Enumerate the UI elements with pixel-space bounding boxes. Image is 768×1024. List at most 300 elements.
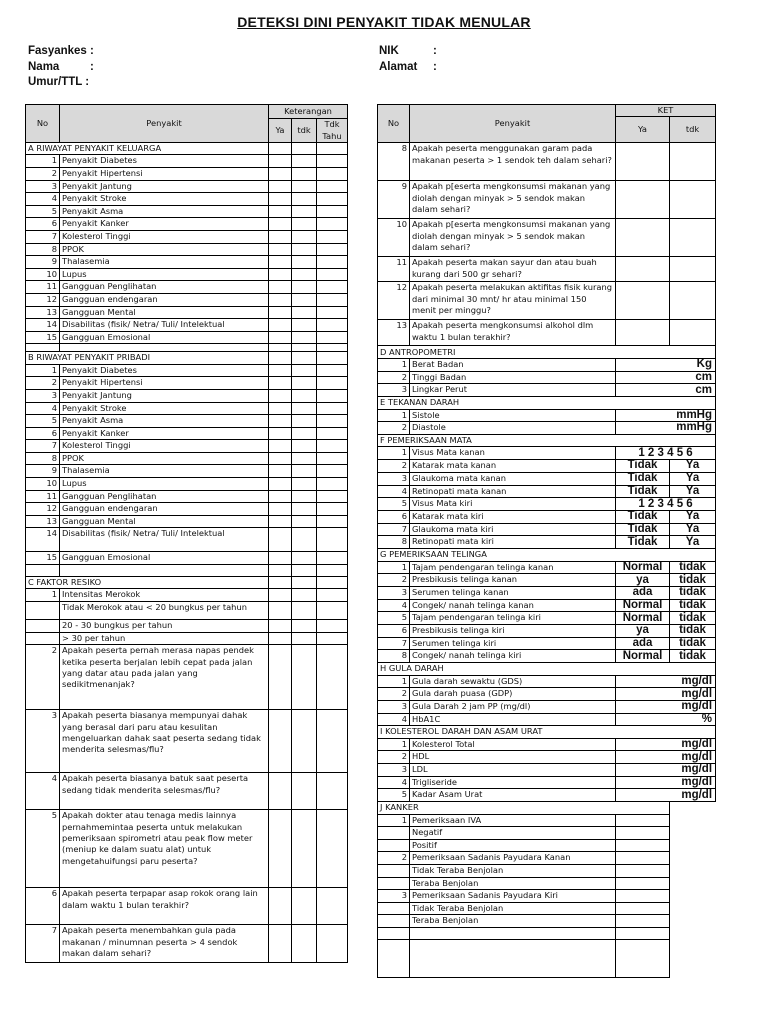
answer-cell[interactable] (292, 293, 317, 306)
answer-cell[interactable] (616, 219, 670, 257)
answer-cell[interactable] (317, 427, 348, 440)
choice-option-b[interactable]: Ya (670, 536, 716, 549)
left-header-row (26, 105, 348, 119)
answer-cell[interactable] (292, 620, 317, 632)
blank-cell (670, 902, 716, 915)
item-label: Penyakit Kanker (60, 218, 269, 231)
answer-cell[interactable] (292, 925, 317, 963)
item-number: 4 (378, 776, 410, 789)
table-row (26, 710, 348, 773)
answer-cell[interactable] (317, 168, 348, 181)
section-i-title: I KOLESTEROL DARAH DAN ASAM URAT (378, 726, 716, 739)
item-label: Visus Mata kanan (410, 447, 616, 460)
item-label: Serumen telinga kiri (410, 637, 616, 650)
answer-cell[interactable] (317, 415, 348, 428)
answer-cell[interactable] (292, 389, 317, 402)
item-label: Penyakit Jantung (60, 389, 269, 402)
answer-cell[interactable] (269, 415, 292, 428)
answer-cell[interactable] (292, 773, 317, 810)
answer-cell[interactable] (292, 710, 317, 773)
item-number: 4 (378, 713, 410, 726)
answer-cell[interactable] (269, 319, 292, 332)
question-text: Apakah peserta mengkonsumsi alkohol dlm waktu 1 bulan terakhir? (410, 320, 616, 346)
item-label: Gangguan Emosional (60, 552, 269, 565)
table-row (26, 632, 348, 644)
item-number: 2 (378, 422, 410, 435)
unit-value-cell[interactable]: mg/dl (616, 688, 716, 701)
choice-option-b[interactable]: Ya (670, 510, 716, 523)
answer-cell[interactable] (292, 256, 317, 269)
choice-option-a[interactable]: ada (616, 637, 670, 650)
answer-cell[interactable] (269, 256, 292, 269)
answer-cell[interactable] (292, 632, 317, 644)
answer-cell[interactable] (317, 243, 348, 256)
answer-cell[interactable] (269, 143, 292, 155)
answer-cell[interactable] (616, 181, 670, 219)
answer-cell[interactable] (317, 205, 348, 218)
table-row (378, 864, 716, 877)
answer-cell[interactable] (317, 602, 348, 620)
answer-cell[interactable] (269, 281, 292, 294)
answer-cell[interactable] (269, 490, 292, 503)
table-row (26, 281, 348, 294)
choice-option-a[interactable]: Normal (616, 599, 670, 612)
choice-option-b[interactable]: tidak (670, 574, 716, 587)
answer-cell[interactable] (269, 589, 292, 602)
answer-cell[interactable] (616, 902, 670, 915)
choice-option-a[interactable]: Normal (616, 650, 670, 663)
answer-cell[interactable] (269, 168, 292, 181)
answer-cell[interactable] (317, 503, 348, 516)
answer-cell[interactable] (317, 632, 348, 644)
table-row (26, 528, 348, 552)
answer-cell[interactable] (292, 352, 317, 364)
table-row (26, 552, 348, 565)
answer-cell[interactable] (317, 925, 348, 963)
answer-cell[interactable] (292, 465, 317, 478)
choice-option-b[interactable]: Ya (670, 460, 716, 473)
alamat-colon: : (433, 60, 437, 73)
answer-cell[interactable] (317, 810, 348, 888)
answer-cell[interactable] (317, 577, 348, 589)
choice-option-b[interactable]: Ya (670, 472, 716, 485)
answer-cell[interactable] (269, 306, 292, 319)
answer-cell[interactable] (269, 810, 292, 888)
answer-cell[interactable] (292, 205, 317, 218)
answer-cell[interactable] (292, 377, 317, 390)
item-number: 6 (26, 888, 60, 925)
answer-cell[interactable] (269, 180, 292, 193)
item-number: 6 (378, 510, 410, 523)
table-row (378, 536, 716, 549)
nik-label: NIK (379, 45, 399, 57)
item-number (378, 839, 410, 852)
choice-option-a[interactable]: Normal (616, 612, 670, 625)
left-table (25, 104, 348, 963)
answer-cell[interactable] (292, 415, 317, 428)
answer-cell[interactable] (292, 440, 317, 453)
item-number: 2 (378, 371, 410, 384)
answer-cell[interactable] (317, 389, 348, 402)
answer-cell[interactable] (292, 515, 317, 528)
item-label: Gangguan Mental (60, 306, 269, 319)
answer-cell[interactable] (292, 364, 317, 377)
item-label: HDL (410, 751, 616, 764)
nama-colon: : (90, 60, 94, 73)
answer-cell[interactable] (292, 602, 317, 620)
table-row (26, 230, 348, 243)
answer-cell[interactable] (292, 168, 317, 181)
answer-cell[interactable] (269, 427, 292, 440)
answer-cell[interactable] (269, 888, 292, 925)
item-number: 9 (378, 181, 410, 219)
answer-cell[interactable] (317, 377, 348, 390)
choice-option-a[interactable]: Tidak (616, 472, 670, 485)
choice-option-a[interactable]: Tidak (616, 510, 670, 523)
answer-cell[interactable] (292, 243, 317, 256)
choice-option-a[interactable]: Tidak (616, 460, 670, 473)
table-row (26, 319, 348, 332)
table-row (26, 565, 348, 577)
answer-cell[interactable] (269, 528, 292, 552)
item-label: Congek/ nanah telinga kiri (410, 650, 616, 663)
table-row (378, 523, 716, 536)
item-label: Diastole (410, 422, 616, 435)
answer-cell[interactable] (269, 478, 292, 491)
answer-cell[interactable] (269, 155, 292, 168)
choice-option-a[interactable]: ya (616, 574, 670, 587)
answer-cell[interactable] (292, 478, 317, 491)
table-row (378, 776, 716, 789)
answer-cell[interactable] (317, 364, 348, 377)
item-number: 1 (26, 155, 60, 168)
answer-cell[interactable] (317, 465, 348, 478)
item-number: 9 (26, 465, 60, 478)
unit-value-cell[interactable]: % (616, 713, 716, 726)
unit-value-cell[interactable]: Kg (616, 359, 716, 372)
answer-cell[interactable] (317, 319, 348, 332)
item-number: 2 (378, 852, 410, 865)
table-row (26, 773, 348, 810)
table-row (378, 612, 716, 625)
item-number: 3 (378, 587, 410, 600)
unit-value-cell[interactable]: cm (616, 371, 716, 384)
item-number: 3 (378, 384, 410, 397)
answer-cell[interactable] (317, 452, 348, 465)
answer-cell[interactable] (616, 877, 670, 890)
choice-option-b[interactable]: tidak (670, 637, 716, 650)
table-row (378, 738, 716, 751)
table-row (378, 927, 716, 940)
table-row (378, 498, 716, 511)
choice-option-b[interactable]: Ya (670, 523, 716, 536)
answer-cell[interactable] (292, 180, 317, 193)
fasyankes-label: Fasyankes : (28, 45, 94, 57)
item-number: 2 (378, 574, 410, 587)
answer-cell[interactable] (292, 427, 317, 440)
choice-option-a[interactable]: ada (616, 587, 670, 600)
answer-cell[interactable] (269, 552, 292, 565)
choice-option-b[interactable]: Ya (670, 485, 716, 498)
table-row (26, 256, 348, 269)
answer-cell[interactable] (317, 620, 348, 632)
choice-option-b[interactable]: tidak (670, 650, 716, 663)
spacer-cell (26, 565, 60, 577)
table-row (378, 384, 716, 397)
item-label: Negatif (410, 827, 616, 840)
answer-cell[interactable] (317, 230, 348, 243)
spacer-cell (410, 927, 616, 940)
item-number: 3 (378, 472, 410, 485)
unit-value-cell[interactable]: mg/dl (616, 751, 716, 764)
answer-cell[interactable] (317, 515, 348, 528)
section-a-title: A RIWAYAT PENYAKIT KELUARGA (26, 143, 269, 155)
choice-option-b[interactable]: tidak (670, 612, 716, 625)
item-number: 11 (26, 281, 60, 294)
answer-cell[interactable] (317, 293, 348, 306)
table-row (378, 320, 716, 346)
item-number: 3 (26, 710, 60, 773)
item-number: 3 (26, 180, 60, 193)
answer-cell[interactable] (269, 515, 292, 528)
answer-cell[interactable] (616, 839, 670, 852)
answer-cell[interactable] (670, 257, 716, 282)
choice-option-b[interactable]: tidak (670, 599, 716, 612)
answer-cell[interactable] (317, 402, 348, 415)
choice-option-a[interactable]: Tidak (616, 485, 670, 498)
answer-cell[interactable] (269, 402, 292, 415)
item-number (378, 827, 410, 840)
item-number: 3 (378, 890, 410, 903)
table-row (378, 902, 716, 915)
answer-cell[interactable] (317, 218, 348, 231)
table-row (26, 620, 348, 632)
answer-cell[interactable] (317, 352, 348, 364)
answer-cell[interactable] (317, 268, 348, 281)
answer-cell[interactable] (292, 143, 317, 155)
item-label: Positif (410, 839, 616, 852)
answer-cell[interactable] (616, 282, 670, 320)
answer-cell[interactable] (317, 306, 348, 319)
choice-option-a[interactable]: ya (616, 625, 670, 638)
answer-cell[interactable] (317, 888, 348, 925)
choice-option-b[interactable]: tidak (670, 561, 716, 574)
table-row (26, 243, 348, 256)
answer-cell[interactable] (292, 268, 317, 281)
section-e-title: E TEKANAN DARAH (378, 396, 716, 409)
answer-cell[interactable] (317, 645, 348, 710)
answer-cell[interactable] (317, 773, 348, 810)
answer-cell[interactable] (292, 452, 317, 465)
answer-cell[interactable] (292, 218, 317, 231)
answer-cell[interactable] (269, 465, 292, 478)
answer-cell[interactable] (292, 577, 317, 589)
item-label: Visus Mata kiri (410, 498, 616, 511)
answer-cell[interactable] (317, 478, 348, 491)
item-number: 2 (26, 645, 60, 710)
patient-header-left (28, 45, 94, 92)
answer-cell[interactable] (269, 352, 292, 364)
answer-cell[interactable] (616, 827, 670, 840)
answer-cell[interactable] (292, 281, 317, 294)
visus-scale[interactable]: 1 2 3 4 5 6 (616, 498, 716, 511)
answer-cell[interactable] (292, 589, 317, 602)
answer-cell[interactable] (292, 230, 317, 243)
answer-cell[interactable] (317, 155, 348, 168)
answer-cell[interactable] (269, 645, 292, 710)
answer-cell[interactable] (317, 490, 348, 503)
item-label: Teraba Benjolan (410, 877, 616, 890)
answer-cell[interactable] (616, 320, 670, 346)
answer-cell[interactable] (292, 319, 317, 332)
item-label: Gangguan Penglihatan (60, 281, 269, 294)
answer-cell[interactable] (616, 143, 670, 181)
answer-cell[interactable] (269, 389, 292, 402)
table-row (378, 574, 716, 587)
unit-value-cell[interactable]: mg/dl (616, 764, 716, 777)
answer-cell[interactable] (616, 915, 670, 928)
answer-cell[interactable] (670, 320, 716, 346)
answer-cell[interactable] (269, 503, 292, 516)
unit-value-cell[interactable]: mg/dl (616, 776, 716, 789)
table-row (26, 268, 348, 281)
answer-cell[interactable] (269, 710, 292, 773)
answer-cell[interactable] (292, 528, 317, 552)
item-label: Pemeriksaan Sadanis Payudara Kanan (410, 852, 616, 865)
unit-value-cell[interactable]: mg/dl (616, 789, 716, 802)
spacer-cell (292, 344, 317, 352)
answer-cell[interactable] (292, 331, 317, 344)
item-label: Penyakit Hipertensi (60, 168, 269, 181)
answer-cell[interactable] (269, 293, 292, 306)
answer-cell[interactable] (292, 810, 317, 888)
answer-cell[interactable] (269, 440, 292, 453)
item-number: 6 (26, 218, 60, 231)
item-number: 8 (26, 452, 60, 465)
spacer-cell (269, 565, 292, 577)
item-label: Pemeriksaan Sadanis Payudara Kiri (410, 890, 616, 903)
table-row (378, 485, 716, 498)
answer-cell[interactable] (269, 364, 292, 377)
answer-cell[interactable] (616, 864, 670, 877)
item-number: 4 (26, 402, 60, 415)
unit-value-cell[interactable]: mmHg (616, 422, 716, 435)
item-label: Retinopati mata kanan (410, 485, 616, 498)
answer-cell[interactable] (670, 181, 716, 219)
item-number: 2 (26, 377, 60, 390)
choice-option-a[interactable]: Tidak (616, 536, 670, 549)
unit-value-cell[interactable]: mg/dl (616, 701, 716, 714)
table-row (378, 359, 716, 372)
table-row (26, 589, 348, 602)
answer-cell[interactable] (269, 205, 292, 218)
spacer-cell (60, 344, 269, 352)
table-row (378, 422, 716, 435)
item-number: 2 (378, 688, 410, 701)
answer-cell[interactable] (317, 440, 348, 453)
answer-cell[interactable] (317, 143, 348, 155)
unit-value-cell[interactable]: cm (616, 384, 716, 397)
blank-cell (670, 877, 716, 890)
answer-cell[interactable] (292, 552, 317, 565)
item-number: 1 (26, 589, 60, 602)
choice-option-b[interactable]: tidak (670, 587, 716, 600)
unit-value-cell[interactable]: mg/dl (616, 738, 716, 751)
answer-cell[interactable] (292, 193, 317, 206)
answer-cell[interactable] (269, 268, 292, 281)
answer-cell[interactable] (269, 632, 292, 644)
answer-cell[interactable] (317, 281, 348, 294)
item-number: 4 (26, 193, 60, 206)
answer-cell[interactable] (616, 852, 670, 865)
answer-cell[interactable] (317, 193, 348, 206)
answer-cell[interactable] (292, 155, 317, 168)
answer-cell[interactable] (269, 218, 292, 231)
answer-cell[interactable] (269, 773, 292, 810)
answer-cell[interactable] (317, 589, 348, 602)
item-number: 13 (26, 306, 60, 319)
table-row (26, 478, 348, 491)
item-label: Lupus (60, 478, 269, 491)
answer-cell[interactable] (292, 402, 317, 415)
col-header-no: No (378, 105, 410, 143)
answer-cell[interactable] (317, 331, 348, 344)
unit-value-cell[interactable]: mg/dl (616, 675, 716, 688)
answer-cell[interactable] (269, 602, 292, 620)
answer-cell[interactable] (670, 219, 716, 257)
answer-cell[interactable] (616, 257, 670, 282)
table-row (378, 396, 716, 409)
answer-cell[interactable] (292, 888, 317, 925)
answer-cell[interactable] (292, 645, 317, 710)
answer-cell[interactable] (269, 577, 292, 589)
answer-cell[interactable] (292, 490, 317, 503)
answer-cell[interactable] (317, 256, 348, 269)
answer-cell[interactable] (616, 814, 670, 827)
item-number: 12 (26, 293, 60, 306)
item-number: 3 (26, 389, 60, 402)
answer-cell[interactable] (292, 503, 317, 516)
answer-cell[interactable] (269, 925, 292, 963)
question-text: Apakah peserta biasanya batuk saat peserta sedang tidak menderita selesmas/flu? (60, 773, 269, 810)
answer-cell[interactable] (269, 331, 292, 344)
answer-cell[interactable] (317, 552, 348, 565)
answer-cell[interactable] (670, 282, 716, 320)
answer-cell[interactable] (269, 452, 292, 465)
section-f-title: F PEMERIKSAAN MATA (378, 434, 716, 447)
answer-cell[interactable] (292, 306, 317, 319)
visus-scale[interactable]: 1 2 3 4 5 6 (616, 447, 716, 460)
unit-value-cell[interactable]: mmHg (616, 409, 716, 422)
answer-cell[interactable] (317, 710, 348, 773)
col-header-ket: KET (616, 105, 716, 117)
answer-cell[interactable] (269, 620, 292, 632)
answer-cell[interactable] (616, 890, 670, 903)
question-text: Apakah peserta menggunakan garam pada makanan peserta > 1 sendok teh dalam sehari? (410, 143, 616, 181)
answer-cell[interactable] (670, 143, 716, 181)
choice-option-a[interactable]: Normal (616, 561, 670, 574)
answer-cell[interactable] (269, 193, 292, 206)
answer-cell[interactable] (269, 230, 292, 243)
table-row (378, 764, 716, 777)
answer-cell[interactable] (269, 243, 292, 256)
answer-cell[interactable] (269, 377, 292, 390)
answer-cell[interactable] (317, 180, 348, 193)
choice-option-b[interactable]: tidak (670, 625, 716, 638)
answer-cell[interactable] (317, 528, 348, 552)
right-header-row (378, 105, 716, 117)
choice-option-a[interactable]: Tidak (616, 523, 670, 536)
